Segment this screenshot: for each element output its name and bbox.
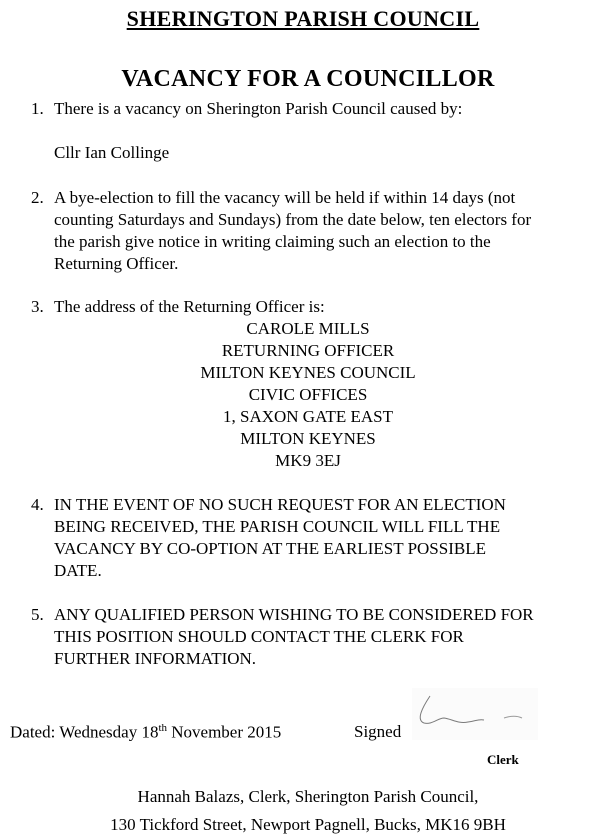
notice-item-2 [31,187,601,275]
item-line: DATE. [54,561,102,580]
item-number: 2. [31,188,44,207]
address-line: RETURNING OFFICER [221,341,395,360]
item-line: THIS POSITION SHOULD CONTACT THE CLERK FOR [54,627,464,646]
vacancy-title: VACANCY FOR A COUNCILLOR [121,66,495,92]
address-line: 1, SAXON GATE EAST [223,407,393,426]
item-text: There is a vacancy on Sherington Parish Council caused by: [54,99,463,118]
notice-item-3 [31,296,601,318]
item-line: IN THE EVENT OF NO SUCH REQUEST FOR AN ELECTION [54,495,506,514]
address-line: CAROLE MILLS [246,319,370,338]
item-line: A bye-election to fill the vacancy will be held if within 14 days (not [54,188,516,207]
address-line: MK9 3EJ [275,451,341,470]
notice-item-1 [31,98,601,164]
dated-line: Dated: Wednesday 18th November 2015 [10,722,282,742]
vacating-councillor: Cllr Ian Collinge [54,143,170,162]
address-line: CIVIC OFFICES [248,385,368,404]
item-text: The address of the Returning Officer is: [54,297,325,316]
council-title: SHERINGTON PARISH COUNCIL [126,6,480,31]
item-line: FURTHER INFORMATION. [54,649,257,668]
signature-scribble [412,688,538,740]
signed-label: Signed [354,722,402,741]
notice-item-4 [31,494,601,582]
returning-officer-address [0,318,606,472]
item-line: Returning Officer. [54,254,179,273]
item-line: VACANCY BY CO-OPTION AT THE EARLIEST POSSIBLE [54,539,486,558]
signature-image [412,688,538,740]
item-number: 5. [31,605,44,624]
item-number: 4. [31,495,44,514]
item-line: counting Saturdays and Sundays) from the date below, ten electors for [54,210,532,229]
footer-line-1: Hannah Balazs, Clerk, Sherington Parish Council, [137,787,479,806]
item-number: 1. [31,99,44,118]
address-line: MILTON KEYNES [240,429,376,448]
item-line: the parish give notice in writing claiming such an election to the [54,232,491,251]
clerk-label: Clerk [487,752,519,767]
address-line: MILTON KEYNES COUNCIL [200,363,416,382]
item-number: 3. [31,297,44,316]
item-line: ANY QUALIFIED PERSON WISHING TO BE CONSIDERED FOR [54,605,534,624]
footer-line-2: 130 Tickford Street, Newport Pagnell, Bucks, MK16 9BH [110,815,506,834]
notice-item-5 [31,604,601,670]
item-line: BEING RECEIVED, THE PARISH COUNCIL WILL FILL THE [54,517,501,536]
